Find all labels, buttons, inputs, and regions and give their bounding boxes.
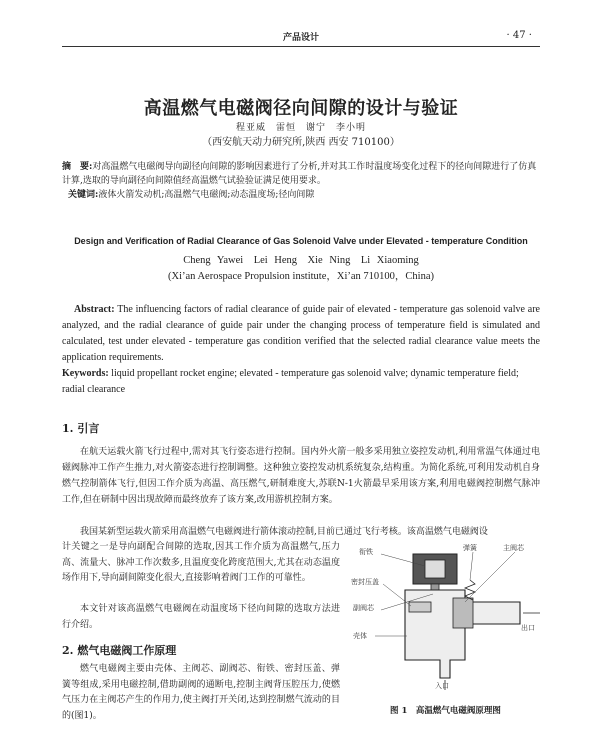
armature-part xyxy=(425,560,445,578)
institution-cn: （西安航天动力研究所,陕西 西安 710100） xyxy=(202,137,400,148)
section1-heading: 1. 引言 xyxy=(62,422,100,435)
label-outlet: 出口 xyxy=(521,624,535,632)
keywords-cn-label: 关键词: xyxy=(68,190,99,200)
label-pilot-spool: 副阀芯 xyxy=(353,604,374,612)
keywords-en-text: liquid propellant rocket engine; elevated - temperature gas solenoid valve; dynamic temperature field; radial clearance xyxy=(62,368,519,395)
abstract-cn-label: 摘 要: xyxy=(62,162,93,172)
institution-en: (Xi’an Aerospace Propulsion institute，Xi’an 710100，China) xyxy=(168,271,434,282)
title-en: Design and Verification of Radial Clearance of Gas Solenoid Valve under Elevated - temperature Condition xyxy=(74,236,528,246)
abstract-en xyxy=(62,302,540,366)
seal-cover-part xyxy=(409,602,431,612)
authors-en: Cheng Yawei Lei Heng Xie Ning Li Xiaoming xyxy=(183,255,419,266)
keywords-cn-text: 液体火箭发动机;高温燃气电磁阀;动态温度场;径向间隙 xyxy=(98,190,315,200)
section1-paragraph-2b: 计关键之一是导向副配合间隙的选取,因其工作介质为高温燃气,压力高、流量大、脉冲工作次数多,且温度变化跨度范围大,尤其在动态温度场作用下,导向副间隙变化很大,直接影响着阀门工作的可靠性。 xyxy=(62,542,340,583)
abstract-en-text: The influencing factors of radial clearance of guide pair of elevated - temperature gas solenoid valve are analyzed, and the radial clearance of guide pair under the changing process of temperature field is simulated and calculated, test under elevated - temperature gas condition verified that the selected radial clearance value meets the application requirements. xyxy=(62,304,540,363)
keywords-en-label: Keywords: xyxy=(62,368,109,379)
label-spring: 弹簧 xyxy=(463,544,477,552)
authors-cn: 程亚威 雷恒 谢宁 李小明 xyxy=(235,123,366,133)
page-number: · 47 · xyxy=(506,30,532,41)
section2-heading: 2. 燃气电磁阀工作原理 xyxy=(62,644,177,657)
title-cn: 高温燃气电磁阀径向间隙的设计与验证 xyxy=(143,98,459,119)
valve-schematic-figure xyxy=(345,540,545,690)
label-housing: 壳体 xyxy=(353,632,367,640)
section1-paragraph-2a: 我国某新型运载火箭采用高温燃气电磁阀进行箭体滚动控制,目前已通过飞行考核。该高温燃气电磁阀设 xyxy=(80,527,488,537)
section1-paragraph-3: 本文针对该高温燃气电磁阀在动温度场下径向间隙的选取方法进行介绍。 xyxy=(62,604,340,630)
leader-main-spool xyxy=(465,552,515,602)
running-header xyxy=(62,30,540,47)
label-main-spool: 主阀芯 xyxy=(503,544,524,552)
header-section: 产品设计 xyxy=(282,33,319,43)
label-armature: 衔铁 xyxy=(359,548,373,556)
section2-paragraph-1: 燃气电磁阀主要由壳体、主阀芯、副阀芯、衔铁、密封压盖、弹簧等组成,采用电磁控制,借助副阀的通断电,控制主阀背压腔压力,使燃气压力在主阀芯产生的作用力,使主阀打开关闭,达到控制燃气流动的目的(图1)。 xyxy=(62,664,340,721)
label-inlet: 入口 xyxy=(435,682,449,690)
abstract-cn xyxy=(62,160,538,188)
abstract-cn-text: 对高温燃气电磁阀导向副径向间隙的影响因素进行了分析,并对其工作时温度场变化过程下的径向间隙进行了仿真计算,选取的导向副径向间隙值经高温燃气试验验证满足使用要求。 xyxy=(62,162,537,186)
abstract-en-label: Abstract: xyxy=(74,304,115,315)
label-seal-cover: 密封压盖 xyxy=(351,578,379,586)
keywords-cn xyxy=(68,188,538,202)
main-spool-part xyxy=(453,598,473,628)
figure-caption: 图 1 高温燃气电磁阀原理图 xyxy=(390,706,501,716)
section1-paragraph-1: 在航天运载火箭飞行过程中,需对其飞行姿态进行控制。国内外火箭一般多采用独立姿控发动机,利用常温气体通过电磁阀脉冲工作产生推力,对火箭姿态进行控制调整。这种独立姿控发动机系统复杂,结构重。为简化系统,可利用发动机自身燃气控制箭体飞行,但因工作介质为高温、高压燃气,研制难度大,苏联N-1火箭最早采用该方案,利用电磁阀控制燃气脉冲工作,但在研制中因出现故障而最终放弃了该方案,改用游机控制方案。 xyxy=(62,447,540,505)
leader-spring xyxy=(470,552,473,580)
keywords-en xyxy=(62,366,540,398)
